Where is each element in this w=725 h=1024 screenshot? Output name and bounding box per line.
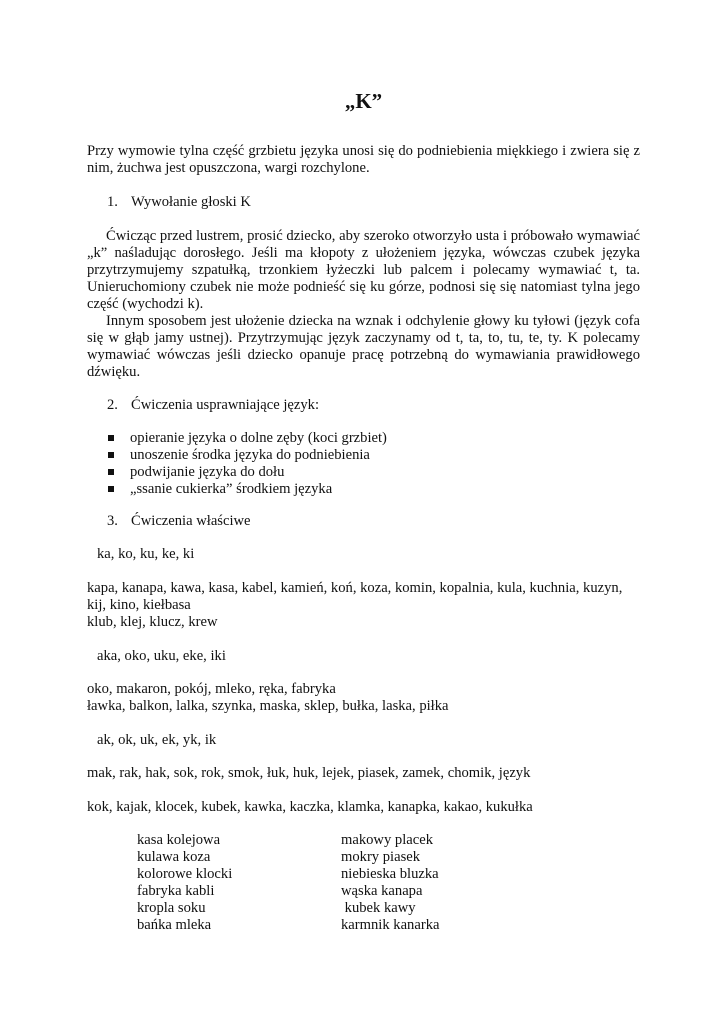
instruction-paragraph-1: Ćwicząc przed lustrem, prosić dziecko, aby szeroko otworzyło usta i próbowało wymawiać „k” naśladując dorosłego. Jeśli ma kłopoty z ułożeniem języka, wówczas czubek języka przytrzymujemy szpatułką, trzonkiem łyżeczki lub palcem i polecamy wymawiać t, ta. Unieruchomiony czubek nie może podnieść się ku górze, podnosi się się natomiast tylna jego część (wychodzi k). — [87, 228, 640, 312]
section-3-heading — [107, 513, 251, 530]
phrase-left: kulawa koza — [137, 849, 211, 865]
section-title: Ćwiczenia właściwe — [131, 513, 251, 529]
phrase-right: wąska kanapa — [341, 883, 423, 899]
section-number: 3. — [107, 513, 118, 529]
words-mixed: kok, kajak, klocek, kubek, kawka, kaczka, klamka, kanapka, kakao, kukułka — [87, 799, 533, 815]
section-number: 2. — [107, 397, 118, 413]
phrase-right: makowy placek — [341, 832, 433, 848]
phrase-right: niebieska bluzka — [341, 866, 439, 882]
list-item: opieranie języka o dolne zęby (koci grzbiet) — [105, 430, 387, 447]
phrase-right: karmnik kanarka — [341, 917, 440, 933]
words-initial-line-3: klub, klej, klucz, krew — [87, 614, 218, 630]
phrase-left: kasa kolejowa — [137, 832, 221, 848]
page-title: „K” — [344, 89, 383, 113]
phrase-row — [137, 917, 537, 934]
bullet-square-icon — [108, 469, 114, 475]
syllables-medial: aka, oko, uku, eke, iki — [97, 648, 226, 664]
phrase-row — [137, 832, 537, 849]
phrase-right: mokry piasek — [341, 849, 421, 865]
bullet-square-icon — [108, 452, 114, 458]
phrase-row — [137, 866, 537, 883]
intro-paragraph: Przy wymowie tylna część grzbietu języka unosi się do podniebienia miękkiego i zwiera się z nim, żuchwa jest opuszczona, wargi rozchylone. — [87, 143, 640, 176]
words-initial-line-1: kapa, kanapa, kawa, kasa, kabel, kamień, koń, koza, komin, kopalnia, kula, kuchnia, kuzyn, — [87, 580, 623, 596]
syllables-initial: ka, ko, ku, ke, ki — [97, 546, 195, 562]
phrase-row — [137, 849, 537, 866]
phrase-left: kropla soku — [137, 900, 206, 916]
phrase-row — [137, 883, 537, 900]
bullet-square-icon — [108, 486, 114, 492]
words-medial-line-2: ławka, balkon, lalka, szynka, maska, sklep, bułka, laska, piłka — [87, 698, 449, 714]
list-item: podwijanie języka do dołu — [105, 464, 387, 481]
section-title: Ćwiczenia usprawniające język: — [131, 397, 320, 413]
instruction-paragraph-2: Innym sposobem jest ułożenie dziecka na wznak i odchylenie głowy ku tyłowi (język cofa się w głąb jamy ustnej). Przytrzymując język zaczynamy od t, ta, to, tu, te, ty. K polecamy wymawiać wówczas jeśli dziecko opanuje pracę potrzebną do wymawiania prawidłowego dźwięku. — [87, 313, 640, 380]
phrase-row — [137, 900, 537, 917]
list-item: „ssanie cukierka” środkiem języka — [105, 481, 387, 498]
words-initial-line-2: kij, kino, kiełbasa — [87, 597, 191, 613]
section-1-heading — [107, 194, 251, 211]
phrase-left: fabryka kabli — [137, 883, 215, 899]
bullet-square-icon — [108, 435, 114, 441]
phrase-columns — [137, 832, 537, 934]
section-2-heading — [107, 397, 319, 414]
phrase-right: kubek kawy — [341, 900, 416, 916]
phrase-left: bańka mleka — [137, 917, 212, 933]
syllables-final: ak, ok, uk, ek, yk, ik — [97, 732, 217, 748]
phrase-left: kolorowe klocki — [137, 866, 233, 882]
words-medial-line-1: oko, makaron, pokój, mleko, ręka, fabryka — [87, 681, 336, 697]
list-item: unoszenie środka języka do podniebienia — [105, 447, 387, 464]
section-title: Wywołanie głoski K — [131, 194, 251, 210]
exercise-list — [105, 430, 387, 498]
section-number: 1. — [107, 194, 118, 210]
words-final: mak, rak, hak, sok, rok, smok, łuk, huk, lejek, piasek, zamek, chomik, język — [87, 765, 531, 781]
